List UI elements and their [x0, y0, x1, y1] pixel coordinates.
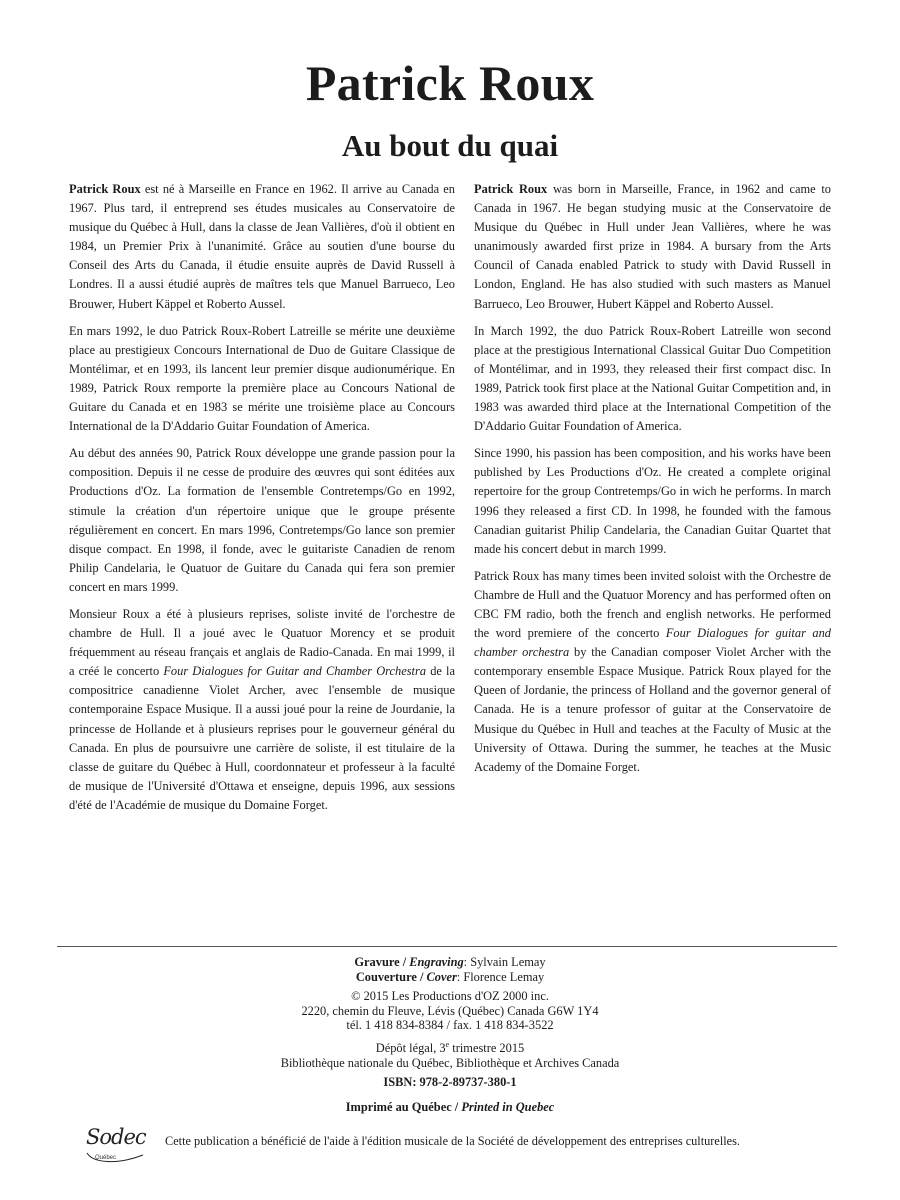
funding-footer — [83, 1125, 843, 1169]
biography-english — [474, 180, 831, 785]
bio-en-paragraph-4: Patrick Roux has many times been invited soloist with the Orchestre de Chambre de Hull and the Quatuor Morency and has performed often on CBC FM radio, both the french and english networks. He performed the word premiere of the concerto Four Dialogues for guitar and chamber orchestra by the Canadian composer Violet Archer with the contemporary ensemble Espace Musique. Patrick Roux played for the Queen of Jordanie, the princess of Holland and the governor general of Canada. He is a tenure professor of guitar at the Conservatoire de Musique du Québec in Hull and teaches at the Faculty of Music at the University of Ottawa. During the summer, he teaches at the Music Academy of the Domaine Forget. — [474, 568, 831, 774]
sodec-logo: Sodec Québec — [86, 1125, 146, 1161]
page-header — [0, 52, 900, 166]
publisher-phone: tél. 1 418 834-8384 / fax. 1 418 834-3522 — [346, 1018, 554, 1033]
bio-en-paragraph-3: Since 1990, his passion has been composition, and his works have been published by Les Productions d'Oz. He created a complete original repertoire for the group Contretemps/Go in wich he performs. In march 1996 they released a first CD. In 1998, he founded with the famous Canadian guitarist Philip Candelaria, the Canadian Guitar Quartet that made his concert debut in march 1999. — [474, 446, 831, 556]
funding-notice: Cette publication a bénéficié de l'aide à l'édition musicale de la Société de développement des entreprises culturelles. — [165, 1134, 740, 1148]
concerto-title: Four Dialogues for Guitar and Chamber Orchestra — [163, 664, 427, 679]
legal-deposit: Dépôt légal, 3e trimestre 2015 — [375, 1039, 525, 1056]
copyright: © 2015 Les Productions d'OZ 2000 inc. — [351, 989, 549, 1004]
bio-en-name: Patrick Roux — [474, 182, 548, 196]
cover-credit: Couverture / Cover: Florence Lemay — [355, 969, 545, 984]
bio-fr-paragraph-2: En mars 1992, le duo Patrick Roux-Robert Latreille se mérite une deuxième place au prestigieux Concours International de Duo de Guitare Classique de Montélimar, et en 1993, ils lancent leur premier disque audionumérique. En 1989, Patrick Roux remporte la première place au Concours National de Guitare du Canada et en 1983 se mérite une troisième place au Concours International de la D'Addario Guitar Foundation of America. — [69, 323, 455, 434]
printed-in: Imprimé au Québec / Printed in Quebec — [345, 1099, 555, 1114]
concerto-title: Four Dialogues for guitar and chamber orchestra — [474, 626, 831, 660]
engraving-credit: Gravure / Engraving: Sylvain Lemay — [354, 955, 546, 969]
libraries: Bibliothèque nationale du Québec, Bibliothèque et Archives Canada — [280, 1055, 620, 1070]
bio-en-paragraph-1: Patrick Roux was born in Marseille, France, in 1962 and came to Canada in 1967. He began studying music at the Conservatoire de Musique du Québec in Hull under Jean Vallières, where he was unanimously awarded first prize in 1984. A bursary from the Arts Council of Canada enabled Patrick to study with David Russell in London, England. He has also studied with such masters as Manuel Barrueco, Leo Brouwer, Hubert Käppel and Roberto Aussel. — [474, 182, 831, 311]
biography-french — [69, 180, 455, 823]
credits-block — [0, 955, 900, 1114]
isbn: ISBN: 978-2-89737-380-1 — [383, 1075, 517, 1090]
bio-fr-name: Patrick Roux — [69, 182, 141, 196]
bio-fr-paragraph-1: Patrick Roux est né à Marseille en France en 1962. Il arrive au Canada en 1967. Plus tard, il entreprend ses études musicales au Conservatoire de musique du Québec à Hull, dans la classe de Jean Vallières, d'où il obtient en 1984, un Premier Prix à l'unanimité. Grâce au soutien d'une bourse du Conseil des Arts du Canada, il étudie ensuite auprès de David Russell à Londres. Il a aussi étudié auprès de maîtres tels que Manuel Barrueco, Leo Brouwer, Hubert Käppel et Roberto Aussel. — [69, 182, 455, 311]
composer-name: Patrick Roux — [305, 55, 595, 111]
bio-en-paragraph-2: In March 1992, the duo Patrick Roux-Robert Latreille won second place at the prestigious International Classical Guitar Duo Competition of Montélimar, and in 1993, they released their first compact disc. In 1989, Patrick took first place at the National Guitar Competition and, in 1983 was awarded third place at the International Competition of the D'Addario Guitar Foundation of America. — [474, 323, 831, 434]
piece-title: Au bout du quai — [341, 128, 559, 163]
publisher-address: 2220, chemin du Fleuve, Lévis (Québec) Canada G6W 1Y4 — [301, 1003, 599, 1018]
bio-fr-paragraph-3: Au début des années 90, Patrick Roux développe une grande passion pour la composition. Depuis il ne cesse de produire des œuvres qui sont éditées aux Productions d'Oz. La formation de l'ensemble Contretemps/Go en 1992, stimule la création d'un répertoire unique que le groupe présente régulièrement en concert. En mars 1996, Contretemps/Go lance son premier disque compact. En 1998, il fonde, avec le guitariste Canadien de renom Philip Candelaria, le Quatuor de Guitare du Canada qui fera son premier concert en mars 1999. — [69, 446, 455, 594]
bio-fr-paragraph-4: Monsieur Roux a été à plusieurs reprises, soliste invité de l'orchestre de chambre de Hull. Il a joué avec le Quatuor Morency et se produit fréquemment au réseau français et anglais de Radio-Canada. En mai 1999, il a créé le concerto Four Dialogues for Guitar and Chamber Orchestra de la compositrice canadienne Violet Archer, avec l'ensemble de musique contemporaine Espace Musique. Il a aussi joué pour la reine de Jourdanie, la princesse de Hollande et à plusieurs reprises pour le gouverneur général du Canada. En plus de poursuivre une carrière de soliste, il est titulaire de la classe de guitare du Québec à Hull, coordonnateur et professeur à la faculté de musique de l'Université d'Ottawa et enseigne, depuis 1996, aux sessions d'été de l'Académie de musique du Domaine Forget. — [69, 606, 455, 812]
divider — [57, 946, 837, 947]
